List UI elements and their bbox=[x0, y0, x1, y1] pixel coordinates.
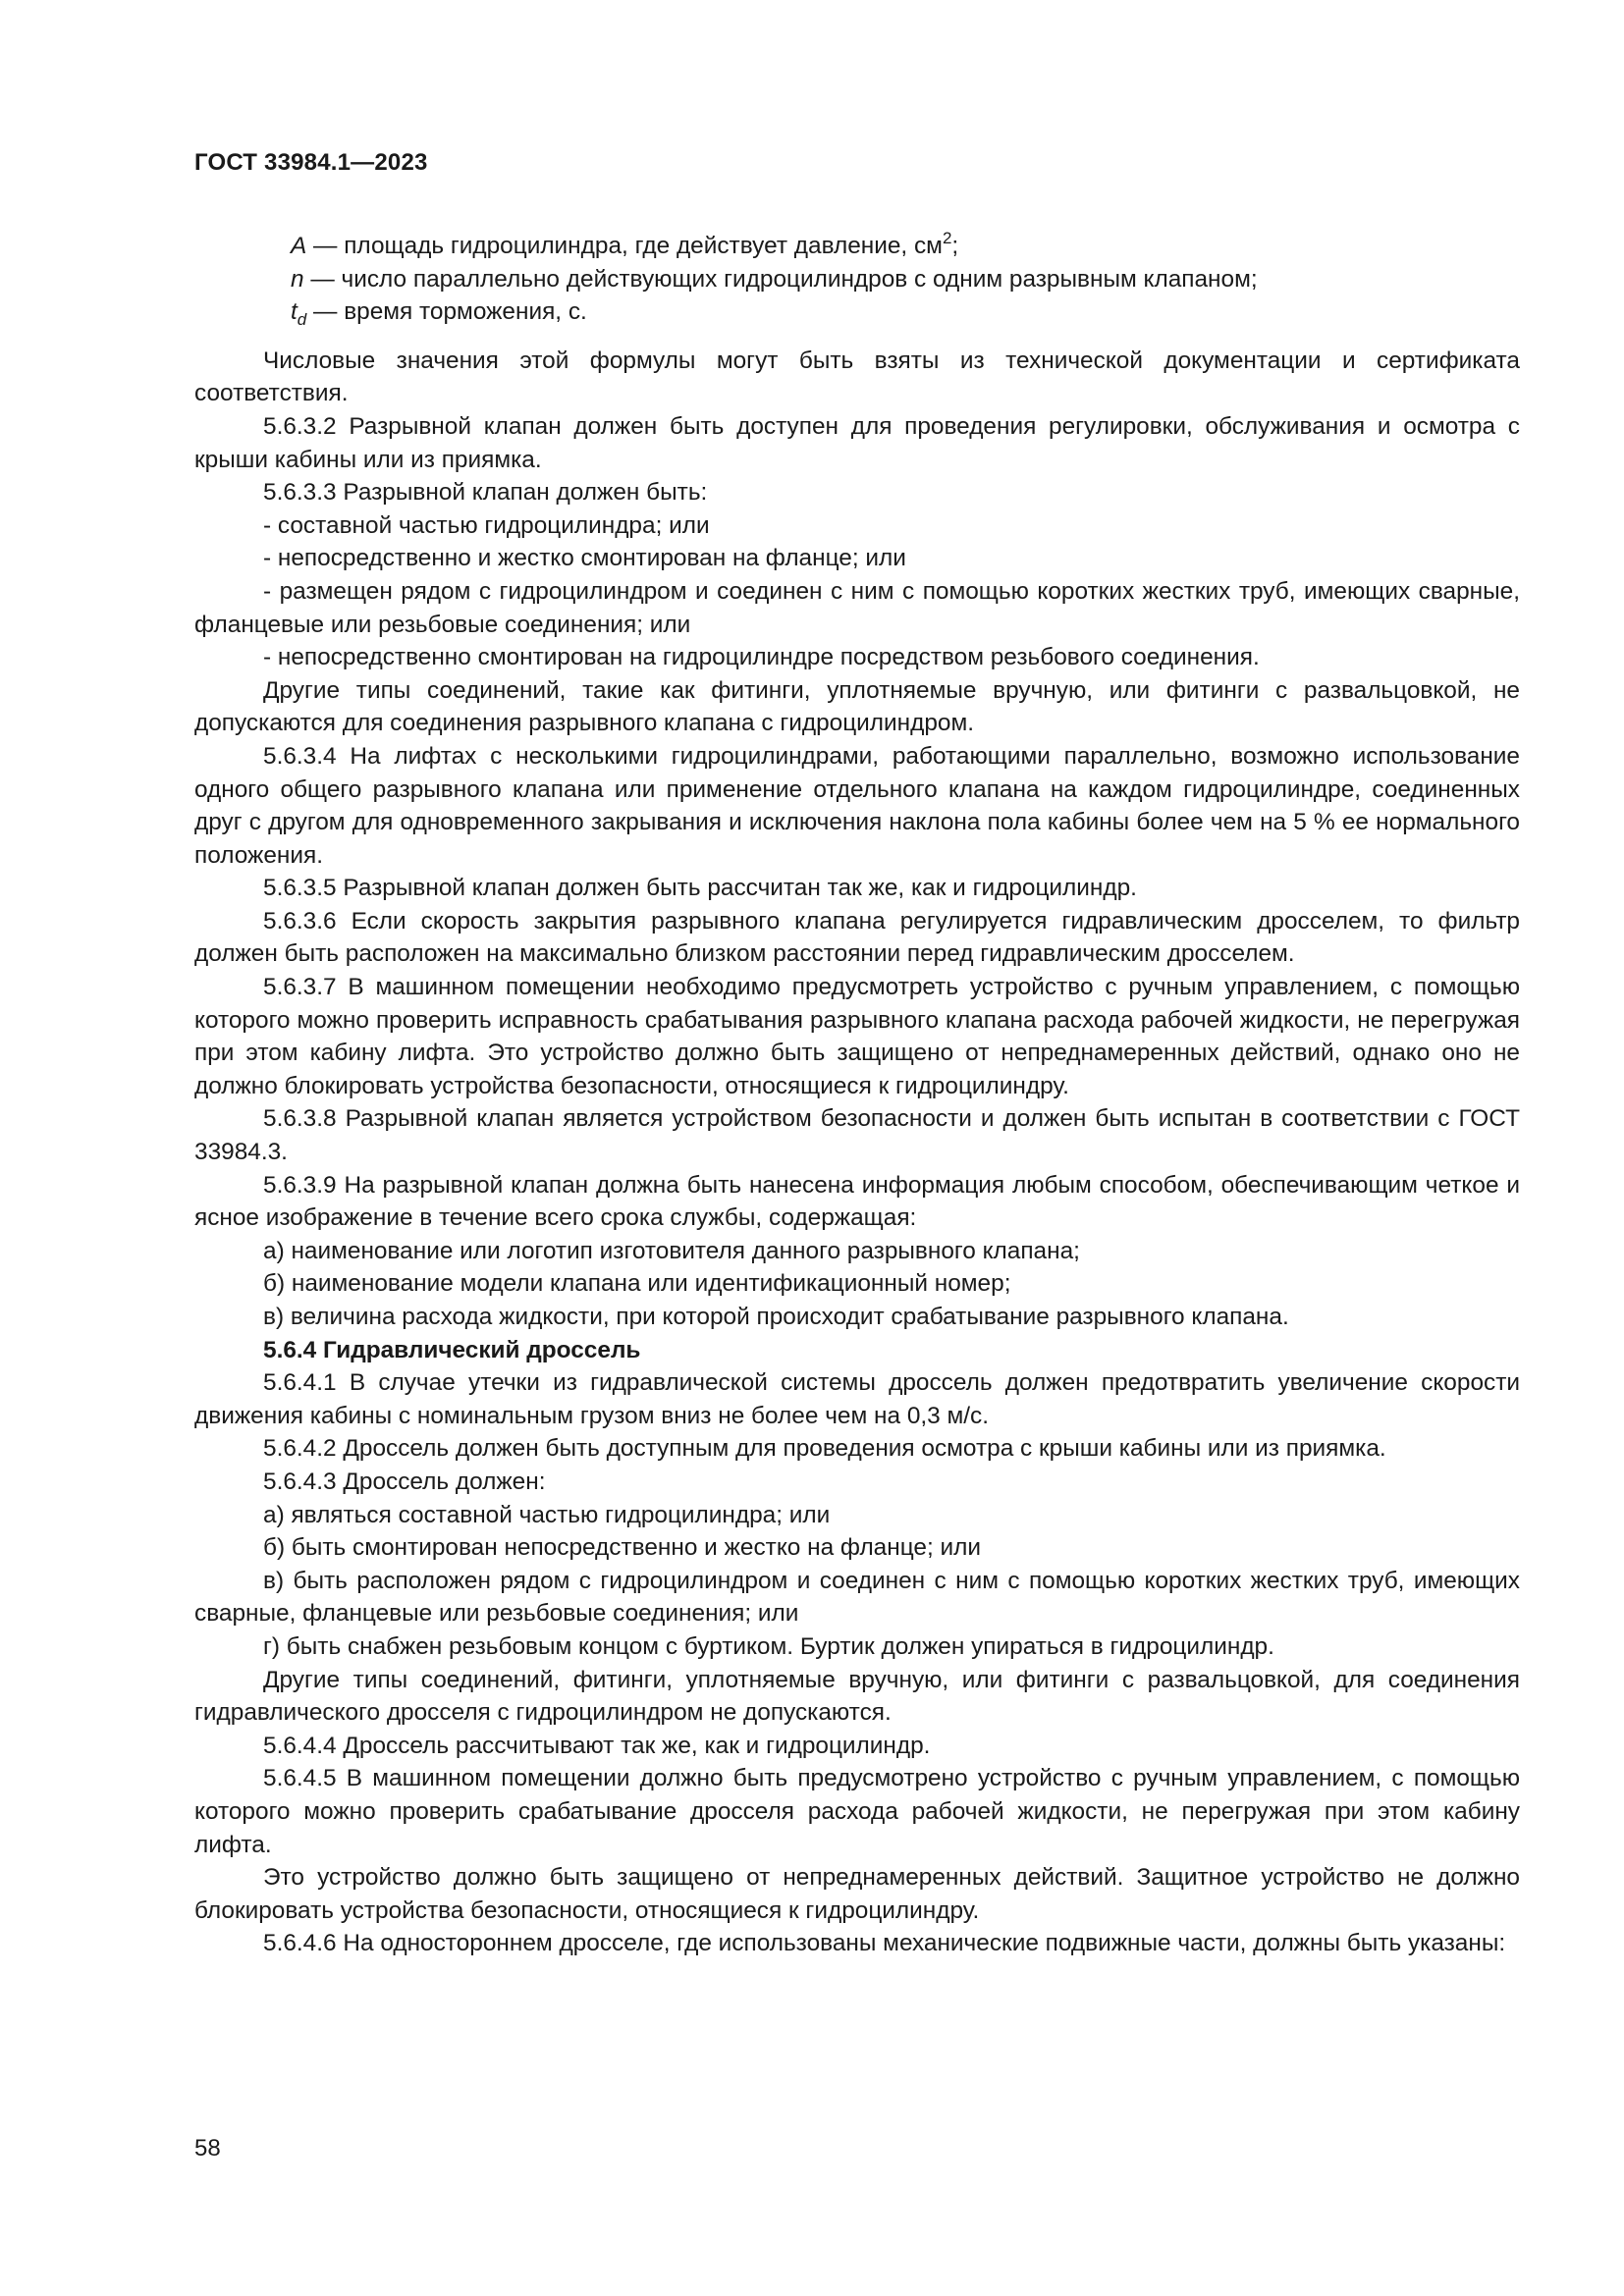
paragraph: 5.6.4.6 На одностороннем дросселе, где использованы механические подвижные части, должны быть указаны: bbox=[263, 1930, 1506, 1957]
list-item: - непосредственно и жестко смонтирован на фланце; или bbox=[263, 545, 906, 572]
paragraph: 5.6.3.8 Разрывной клапан является устройством безопасности и должен быть испытан в соответствии с ГОСТ 33984.3. bbox=[194, 1105, 1520, 1166]
list-item: а) являться составной частью гидроцилиндра; или bbox=[263, 1501, 831, 1528]
paragraph: 5.6.4.4 Дроссель рассчитывают так же, как и гидроцилиндр. bbox=[263, 1732, 931, 1759]
definition-text: — число параллельно действующих гидроцилиндров с одним разрывным клапаном; bbox=[303, 265, 1258, 293]
paragraph: 5.6.3.4 На лифтах с несколькими гидроцилиндрами, работающими параллельно, возможно использование одного общего разрывного клапана или применение отдельного клапана на каждом гидроцилиндре, соединенных друг с другом для одновременного закрывания и исключения наклона пола кабины более чем на 5 % ее нормального положения. bbox=[194, 742, 1520, 869]
paragraph: 5.6.3.9 На разрывной клапан должна быть нанесена информация любым способом, обеспечивающим четкое и ясное изображение в течение всего срока службы, содержащая: bbox=[194, 1171, 1520, 1232]
paragraph: Другие типы соединений, такие как фитинги, уплотняемые вручную, или фитинги с развальцовкой, не допускаются для соединения разрывного клапана с гидроцилиндром. bbox=[194, 676, 1520, 737]
definition-text: — время торможения, с. bbox=[306, 298, 587, 326]
list-item: б) наименование модели клапана или идентификационный номер; bbox=[263, 1270, 1011, 1298]
definition-symbol: t bbox=[291, 298, 298, 326]
list-item: - размещен рядом с гидроцилиндром и соединен с ним с помощью коротких жестких труб, имеющих сварные, фланцевые или резьбовые соединения; или bbox=[194, 577, 1520, 638]
document-body bbox=[194, 222, 1520, 1960]
list-item: - составной частью гидроцилиндра; или bbox=[263, 511, 710, 539]
paragraph: 5.6.4.1 В случае утечки из гидравлической системы дроссель должен предотвратить увеличение скорости движения кабины с номинальным грузом вниз не более чем на 0,3 м/с. bbox=[194, 1369, 1520, 1429]
list-item: б) быть смонтирован непосредственно и жестко на фланце; или bbox=[263, 1534, 982, 1562]
definition-symbol: n bbox=[291, 265, 304, 293]
paragraph: 5.6.4.5 В машинном помещении должно быть предусмотрено устройство с ручным управлением, с помощью которого можно проверить срабатывание дросселя расхода рабочей жидкости, не перегружая при этом кабину лифта. bbox=[194, 1765, 1520, 1858]
list-item: в) быть расположен рядом с гидроцилиндром и соединен с ним с помощью коротких жестких труб, имеющих сварные, фланцевые или резьбовые соединения; или bbox=[194, 1567, 1520, 1628]
list-item: г) быть снабжен резьбовым концом с буртиком. Буртик должен упираться в гидроцилиндр. bbox=[263, 1632, 1274, 1660]
paragraph: 5.6.3.5 Разрывной клапан должен быть рассчитан так же, как и гидроцилиндр. bbox=[263, 875, 1137, 902]
definition-item bbox=[194, 295, 1520, 337]
section-heading: 5.6.4 Гидравлический дроссель bbox=[263, 1336, 641, 1363]
list-item: а) наименование или логотип изготовителя данного разрывного клапана; bbox=[263, 1237, 1080, 1264]
paragraph: Числовые значения этой формулы могут быть взяты из технической документации и сертификата соответствия. bbox=[194, 347, 1520, 407]
paragraph: 5.6.3.7 В машинном помещении необходимо предусмотреть устройство с ручным управлением, с помощью которого можно проверить исправность срабатывания разрывного клапана расхода рабочей жидкости, не перегружая при этом кабину лифта. Это устройство должно быть защищено от непреднамеренных действий, однако оно не должно блокировать устройства безопасности, относящиеся к гидроцилиндру. bbox=[194, 974, 1520, 1099]
definition-subscript: d bbox=[297, 310, 307, 330]
page-number: 58 bbox=[194, 2135, 221, 2162]
definition-text: — площадь гидроцилиндра, где действует давление, см bbox=[306, 233, 943, 259]
paragraph: 5.6.4.3 Дроссель должен: bbox=[263, 1468, 546, 1495]
paragraph: 5.6.3.3 Разрывной клапан должен быть: bbox=[263, 479, 708, 507]
definition-tail: ; bbox=[951, 233, 959, 259]
list-item: в) величина расхода жидкости, при которой происходит срабатывание разрывного клапана. bbox=[263, 1304, 1289, 1330]
paragraph: 5.6.3.6 Если скорость закрытия разрывного клапана регулируется гидравлическим дросселем, то фильтр должен быть расположен на максимально близком расстоянии перед гидравлическим дросселем. bbox=[194, 907, 1520, 968]
document-header: ГОСТ 33984.1—2023 bbox=[194, 149, 428, 176]
list-item: - непосредственно смонтирован на гидроцилиндре посредством резьбового соединения. bbox=[263, 644, 1260, 671]
definition-item bbox=[194, 263, 1520, 296]
definition-superscript: 2 bbox=[942, 229, 952, 247]
paragraph: Это устройство должно быть защищено от непреднамеренных действий. Защитное устройство не должно блокировать устройства безопасности, относящиеся к гидроцилиндру. bbox=[194, 1864, 1520, 1924]
definition-symbol: A bbox=[291, 233, 307, 259]
paragraph: 5.6.4.2 Дроссель должен быть доступным для проведения осмотра с крыши кабины или из приямка. bbox=[263, 1435, 1386, 1463]
paragraph: 5.6.3.2 Разрывной клапан должен быть доступен для проведения регулировки, обслуживания и осмотра с крыши кабины или из приямка. bbox=[194, 412, 1520, 473]
definition-item bbox=[194, 222, 1520, 263]
paragraph: Другие типы соединений, фитинги, уплотняемые вручную, или фитинги с развальцовкой, для соединения гидравлического дросселя с гидроцилиндром не допускаются. bbox=[194, 1666, 1520, 1727]
